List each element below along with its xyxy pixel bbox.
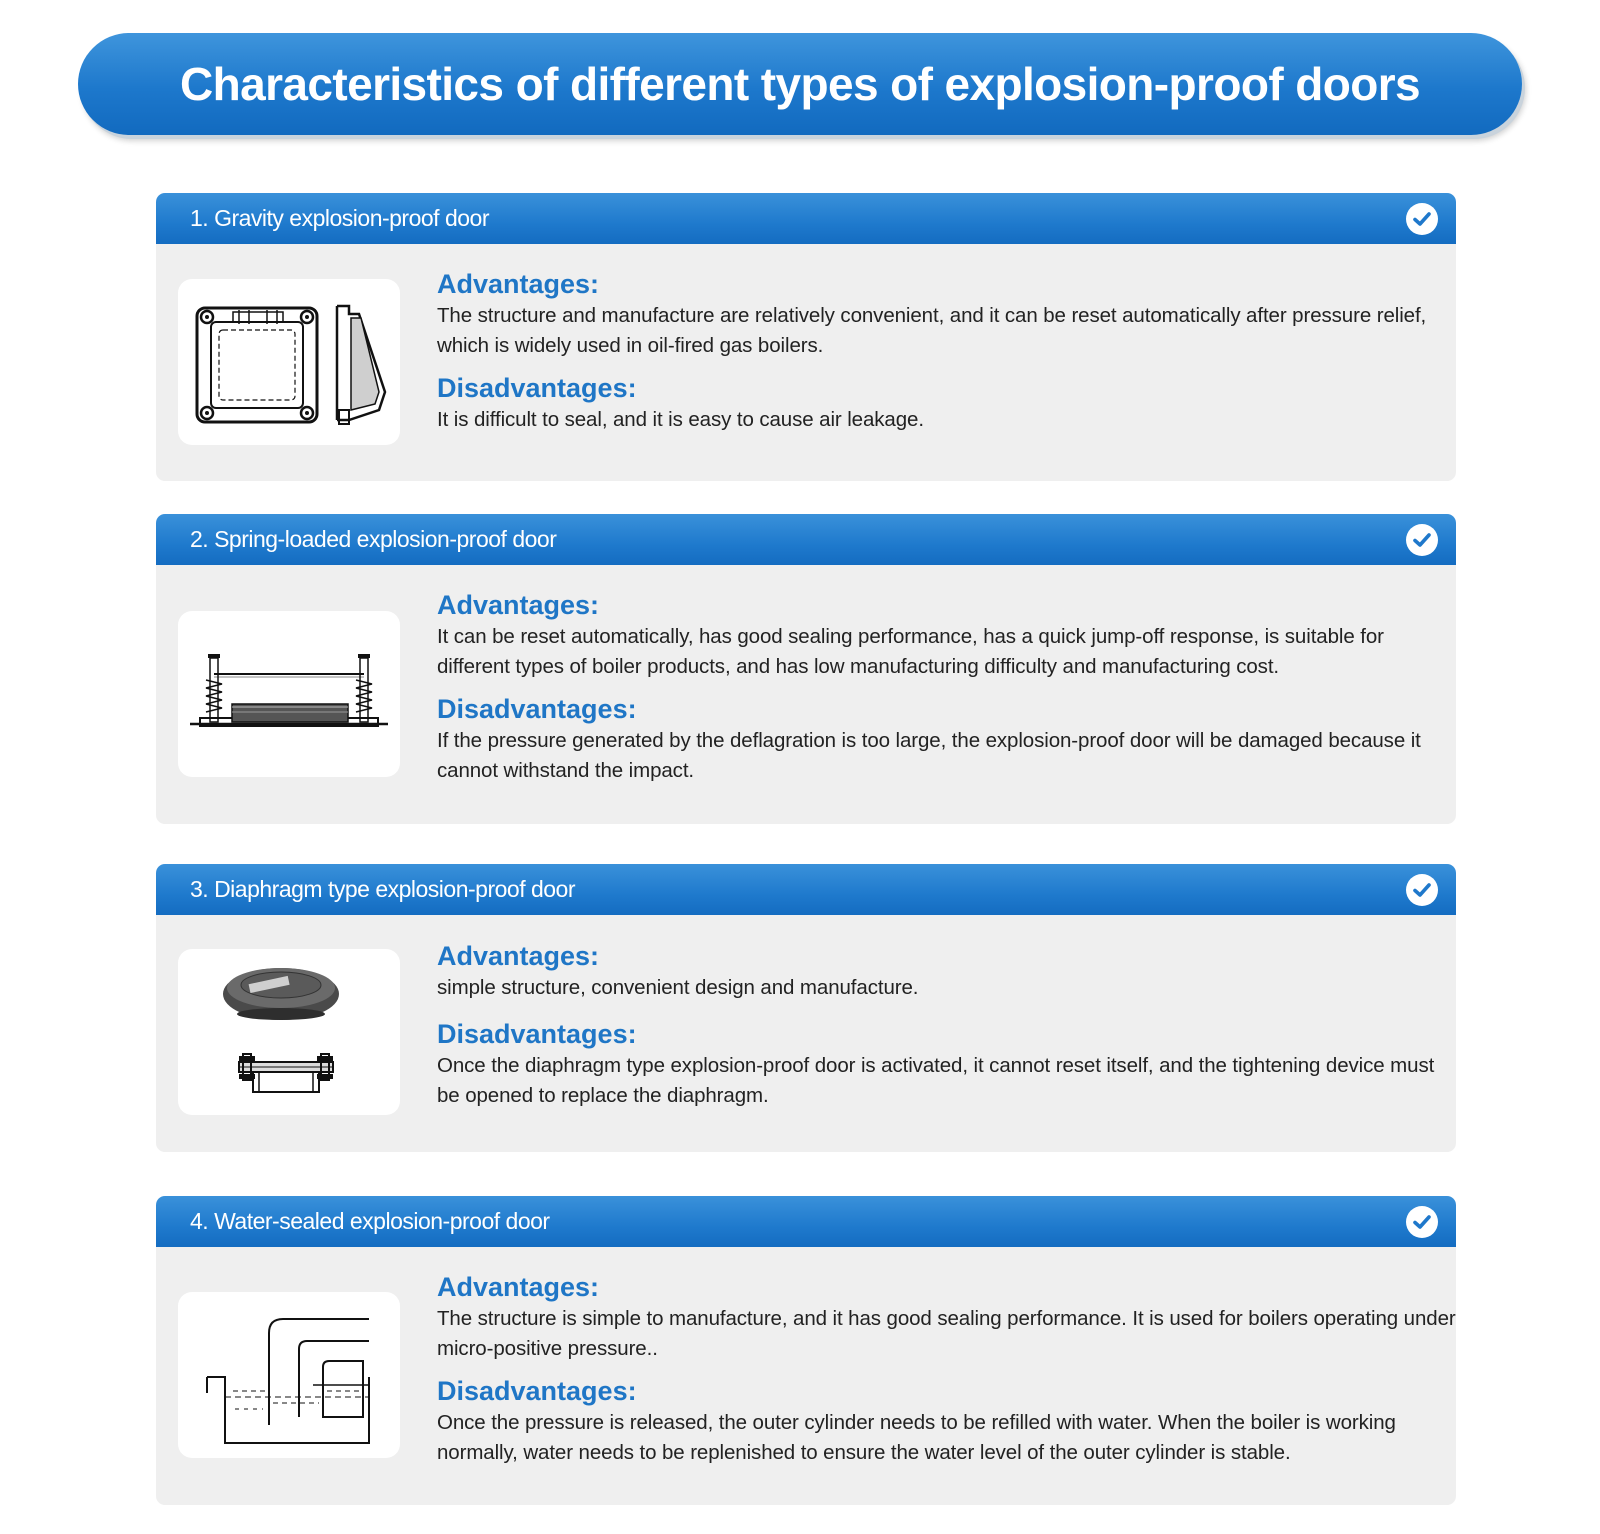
- disadvantages-label: Disadvantages:: [437, 694, 637, 724]
- check-circle-icon: [1406, 1206, 1438, 1238]
- section-header: [156, 864, 1456, 915]
- section-text: [437, 588, 1462, 786]
- section-body: [156, 915, 1456, 1152]
- advantages-label: Advantages:: [437, 590, 600, 620]
- water-seal-door-diagram: [178, 1292, 400, 1458]
- check-circle-icon: [1406, 203, 1438, 235]
- disadvantages-label: Disadvantages:: [437, 1376, 637, 1406]
- disadvantages-text: It is difficult to seal, and it is easy to cause air leakage.: [437, 408, 924, 431]
- advantages-text: The structure is simple to manufacture, and it has good sealing performance. It is used for boilers operating under micro-positive pressure..: [437, 1307, 1456, 1360]
- section-text: [437, 267, 1462, 435]
- advantages-text: It can be reset automatically, has good sealing performance, has a quick jump-off response, is suitable for different types of boiler products, and has low manufacturing difficulty and manufacturing cost.: [437, 625, 1384, 678]
- section-header: [156, 1196, 1456, 1247]
- advantages-text: The structure and manufacture are relatively convenient, and it can be reset automatically after pressure relief, which is widely used in oil-fired gas boilers.: [437, 304, 1427, 357]
- spring-door-diagram: [178, 611, 400, 777]
- advantages-label: Advantages:: [437, 941, 600, 971]
- section-title: 1. Gravity explosion-proof door: [190, 205, 489, 231]
- section-body: [156, 244, 1456, 481]
- section-header: [156, 193, 1456, 244]
- diaphragm-door-diagram: [178, 949, 400, 1115]
- advantages-label: Advantages:: [437, 1272, 600, 1302]
- section-diaphragm-door: [156, 864, 1456, 1152]
- disadvantages-text: Once the diaphragm type explosion-proof door is activated, it cannot reset itself, and the tightening device must be opened to replace the diaphragm.: [437, 1054, 1435, 1107]
- section-body: [156, 1247, 1456, 1505]
- page-title-banner: [78, 33, 1522, 135]
- advantages-label: Advantages:: [437, 269, 600, 299]
- check-circle-icon: [1406, 524, 1438, 556]
- gravity-door-diagram: [178, 279, 400, 445]
- disadvantages-text: Once the pressure is released, the outer cylinder needs to be refilled with water. When the boiler is working normally, water needs to be replenished to ensure the water level of the outer cylinder is stable.: [437, 1411, 1396, 1464]
- check-circle-icon: [1406, 874, 1438, 906]
- section-header: [156, 514, 1456, 565]
- disadvantages-text: If the pressure generated by the deflagration is too large, the explosion-proof door will be damaged because it cannot withstand the impact.: [437, 729, 1421, 782]
- section-text: [437, 939, 1462, 1111]
- section-gravity-door: [156, 193, 1456, 481]
- section-title: 3. Diaphragm type explosion-proof door: [190, 876, 576, 902]
- section-text: [437, 1270, 1462, 1468]
- section-title: 2. Spring-loaded explosion-proof door: [190, 526, 557, 552]
- section-spring-door: [156, 514, 1456, 824]
- section-water-sealed-door: [156, 1196, 1456, 1505]
- section-body: [156, 565, 1456, 824]
- disadvantages-label: Disadvantages:: [437, 1019, 637, 1049]
- disadvantages-label: Disadvantages:: [437, 373, 637, 403]
- advantages-text: simple structure, convenient design and manufacture.: [437, 976, 919, 999]
- section-title: 4. Water-sealed explosion-proof door: [190, 1208, 550, 1234]
- page-title: Characteristics of different types of explosion-proof doors: [180, 58, 1420, 110]
